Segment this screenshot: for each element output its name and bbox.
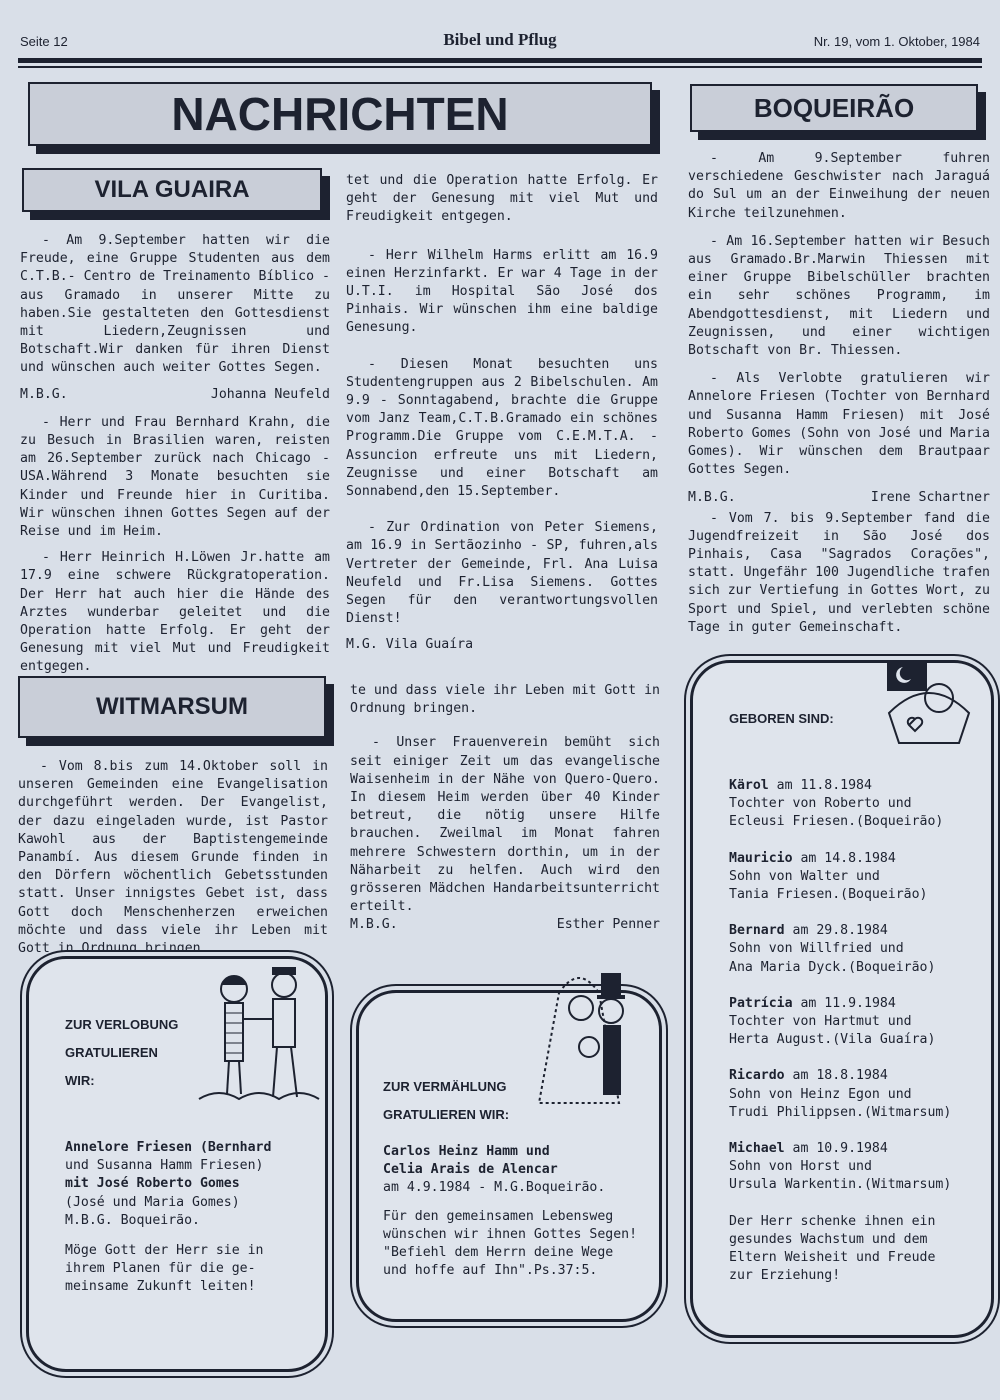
signature-right: Esther Penner	[556, 917, 660, 933]
signature-left: M.B.G.	[350, 917, 398, 933]
wedding-wish: wünschen wir ihnen Gottes Segen!	[383, 1226, 638, 1242]
engagement-wish: Möge Gott der Herr sie in	[65, 1243, 264, 1259]
birth-entry	[729, 1067, 991, 1122]
births-box	[690, 660, 994, 1338]
birth-parents: Sohn von Walter und	[729, 868, 880, 884]
signature-left: M.B.G.	[20, 386, 68, 402]
nachrichten-title: NACHRICHTEN	[171, 88, 509, 140]
wedding-box	[356, 990, 662, 1322]
engagement-line: M.B.G. Boqueirão.	[65, 1212, 200, 1228]
signature-right: Johanna Neufeld	[210, 386, 330, 402]
birth-name: Ricardo	[729, 1068, 785, 1084]
birth-entry	[729, 922, 991, 977]
vila-guaira-signature: M.G. Vila Guaíra	[346, 637, 474, 653]
birth-date: am 18.8.1984	[792, 1068, 888, 1084]
vila-guaira-continued-column	[346, 172, 658, 655]
witmarsum-column	[18, 758, 328, 957]
engagement-wish: meinsame Zukunft leiten!	[65, 1279, 256, 1295]
birth-parents: Sohn von Heinz Egon und	[729, 1086, 912, 1102]
births-wish: Eltern Weisheit und Freude	[729, 1250, 936, 1266]
wedding-line: am 4.9.1984 - M.G.Boqueirão.	[383, 1180, 606, 1196]
signature	[688, 489, 990, 507]
birth-entry	[729, 777, 991, 832]
witmarsum-paragraph: - Unser Frauenverein bemüht sich seit einiger Zeit um das evangelische Waisenheim in der Nähe von Quero-Quero. In diesem Heim werden über 40 Kinder betreut, die nötig unsere Hilfe brauchen. Zweilmal im Monat fahren mehrere Schwestern dorthin, um in der Näharbeit zu helfen. Auch wird den grösseren Mädchen Handarbeitsunterricht erteilt.	[350, 735, 660, 915]
engagement-line: mit José Roberto Gomes	[65, 1176, 240, 1192]
birth-parents: Trudi Philippsen.(Witmarsum)	[729, 1104, 952, 1120]
engagement-line: (José und Maria Gomes)	[65, 1194, 240, 1210]
boqueirao-title: BOQUEIRÃO	[753, 93, 915, 123]
vila-guaira-title: VILA GUAIRA	[94, 176, 250, 203]
issue-date: Nr. 19, vom 1. Oktober, 1984	[813, 34, 980, 49]
birth-date: am 11.9.1984	[800, 995, 896, 1011]
boqueirao-column	[688, 150, 990, 645]
vila-guaira-paragraph: - Herr und Frau Bernhard Krahn, die zu Besuch in Brasilien waren, reisten am 26.September zurück nach Chicago - USA.Während 3 Monate besuchten sie Kinder und Freunde hier in Curitiba. Wir wünschen ihnen Gottes Segen auf der Reise und im Heim.	[20, 414, 330, 540]
vila-guaira-paragraph: - Am 9.September hatten wir die Freude, eine Gruppe Studenten aus dem C.T.B.- Centro de Treinamento Bíblico - aus Gramado in unserer Mitte zu haben.Sie gestalteten den Gottesdienst mit Liedern,Zeugnissen und Botschaft.Wir danken für ihren Dienst und wünschen auch weiter Gottes Segen.	[20, 233, 330, 376]
engagement-line: und Susanna Hamm Friesen)	[65, 1158, 264, 1174]
births-wish: zur Erziehung!	[729, 1268, 841, 1284]
page-header	[20, 30, 980, 52]
vila-guaira-paragraph: - Herr Heinrich H.Löwen Jr.hatte am 17.9 eine schwere Rückgratoperation. Der Herr hat auch hier die Hände des Arztes wunderbar geleitet und die Operation hatte Erfolg. Er geht der Genesung mit viel Mut und Freudigkeit entgegen.	[20, 550, 330, 675]
birth-parents: Ana Maria Dyck.(Boqueirão)	[729, 959, 936, 975]
wedding-wish: Für den gemeinsamen Lebensweg	[383, 1208, 614, 1224]
birth-parents: Sohn von Willfried und	[729, 941, 904, 957]
signature	[20, 386, 330, 404]
births-text	[729, 705, 991, 1285]
witmarsum-paragraph: te und dass viele ihr Leben mit Gott in Ordnung bringen.	[350, 683, 660, 717]
birth-date: am 10.9.1984	[792, 1141, 888, 1157]
wedding-caption: GRATULIEREN WIR:	[383, 1107, 510, 1122]
signature-right: Irene Schartner	[870, 490, 990, 506]
header-rule-thin	[18, 66, 982, 68]
signature-left: M.B.G.	[688, 490, 736, 506]
birth-date: am 29.8.1984	[792, 923, 888, 939]
birth-parents: Tania Friesen.(Boqueirão)	[729, 887, 928, 903]
births-wish: Der Herr schenke ihnen ein	[729, 1213, 936, 1229]
nachrichten-banner	[28, 82, 652, 146]
birth-name: Mauricio	[729, 850, 793, 866]
witmarsum-continued-column	[350, 682, 660, 945]
engagement-box	[26, 956, 328, 1372]
boqueirao-paragraph: - Am 9.September fuhren verschiedene Geschwister nach Jaraguá do Sul um an der Einweihung der neuen Kirche teilzunehmen.	[688, 151, 990, 221]
vila-guaira-paragraph: tet und die Operation hatte Erfolg. Er geht der Genesung mit viel Mut und Freudigkeit entgegen.	[346, 173, 658, 225]
birth-name: Kärol	[729, 778, 769, 793]
birth-date: am 14.8.1984	[800, 850, 896, 866]
wedding-line: Carlos Heinz Hamm und	[383, 1144, 550, 1159]
witmarsum-banner	[18, 676, 326, 738]
engagement-caption: WIR:	[65, 1073, 95, 1088]
birth-entry	[729, 850, 991, 905]
page-number: Seite 12	[20, 34, 68, 49]
birth-name: Michael	[729, 1141, 785, 1157]
births-caption: GEBOREN SIND:	[729, 711, 834, 726]
engagement-wish: ihrem Planen für die ge-	[65, 1261, 256, 1277]
engagement-text	[65, 1011, 325, 1297]
wedding-wish: und hoffe auf Ihn".Ps.37:5.	[383, 1263, 598, 1279]
birth-parents: Sohn von Horst und	[729, 1159, 872, 1175]
boqueirao-paragraph: - Als Verlobte gratulieren wir Annelore Friesen (Tochter von Bernhard und Susanna Hamm Friesen) mit José Roberto Gomes (Sohn von José und Maria Gomes). Wir wünschen dem Brautpaar Gottes Segen.	[688, 371, 990, 478]
birth-parents: Ursula Warkentin.(Witmarsum)	[729, 1177, 952, 1193]
publication-title: Bibel und Pflug	[443, 30, 557, 49]
vila-guaira-column	[20, 232, 330, 675]
engagement-line: Annelore Friesen (Bernhard	[65, 1140, 272, 1155]
vila-guaira-paragraph: - Zur Ordination von Peter Siemens, am 16.9 in Sertãozinho - SP, fuhren,als Vertreter der Gemeinde, Frl. Ana Luisa Neufeld und Fr.Lisa Siemens. Gottes Segen für den verantwortungsvollen Dienst!	[346, 520, 658, 627]
wedding-wish: "Befiehl dem Herrn deine Wege	[383, 1245, 614, 1261]
wedding-line: Celia Arais de Alencar	[383, 1162, 558, 1178]
birth-name: Bernard	[729, 923, 785, 939]
boqueirao-paragraph: - Vom 7. bis 9.September fand die Jugendfreizeit in São José dos Pinhais, Casa "Sagrados Corações", statt. Ungefähr 100 Jugendliche trafen sich zur Vertiefung in Gottes Wort, zu Sport und Spiel, und verlebten schöne Tage in guter Gemeinschaft.	[688, 510, 990, 635]
engagement-caption: GRATULIEREN	[65, 1045, 158, 1060]
birth-parents: Tochter von Hartmut und	[729, 1014, 912, 1030]
vila-guaira-paragraph: - Diesen Monat besuchten uns Studentengruppen aus 2 Bibelschulen. Am 9.9 - Sonntagabend, brachte die Gruppe vom Janz Team,C.T.B.Gramado ein schönes Programm.Die Gruppe vom C.E.M.T.A. - Assuncion erfreute uns mit Liedern, Zeugnisse und einer Botschaft am Sonnabend,den 15.September.	[346, 356, 658, 500]
birth-date: am 11.8.1984	[776, 778, 872, 793]
vila-guaira-paragraph: - Herr Wilhelm Harms erlitt am 16.9 einen Herzinfarkt. Er war 4 Tage in der U.T.I. im Hospital São José dos Pinhais. Wir wünschen ihm eine baldige Genesung.	[346, 247, 658, 336]
header-rule	[18, 58, 982, 63]
witmarsum-paragraph: - Vom 8.bis zum 14.Oktober soll in unseren Gemeinden eine Evangelisation durchgeführt werden. Der Evangelist, der dazu eingeladen wurde, ist Pastor Kawohl aus der Baptistengemeinde Panambí. Aus diesem Grunde finden in den Dörfern wöchentlich Gebetsstunden statt. Unser innigstes Gebet ist, dass Gott doch Menschenherzen erweichen möchte und dass viele ihr Leben mit Gott in Ordnung bringen.	[18, 759, 328, 957]
boqueirao-paragraph: - Am 16.September hatten wir Besuch aus Gramado.Br.Marwin Thiessen mit einer Gruppe Bibelschüller brachten ein sehr schönes Programm, im Abendgottesdienst, mit Liedern und Zeugnissen, und einer wichtigen Botschaft von Br. Thiessen.	[688, 233, 990, 359]
signature	[350, 916, 660, 934]
birth-entry	[729, 995, 991, 1050]
boqueirao-banner	[690, 84, 978, 132]
births-wish: gesundes Wachstum und dem	[729, 1231, 928, 1247]
witmarsum-title: WITMARSUM	[96, 693, 248, 720]
vila-guaira-banner	[22, 168, 322, 212]
birth-parents: Tochter von Roberto und	[729, 796, 912, 812]
wedding-text	[383, 1073, 665, 1280]
birth-name: Patrícia	[729, 995, 793, 1011]
engagement-caption: ZUR VERLOBUNG	[65, 1017, 179, 1032]
birth-parents: Herta August.(Vila Guaíra)	[729, 1032, 936, 1048]
birth-parents: Ecleusi Friesen.(Boqueirão)	[729, 814, 944, 830]
birth-entry	[729, 1140, 991, 1195]
wedding-caption: ZUR VERMÄHLUNG	[383, 1079, 507, 1094]
